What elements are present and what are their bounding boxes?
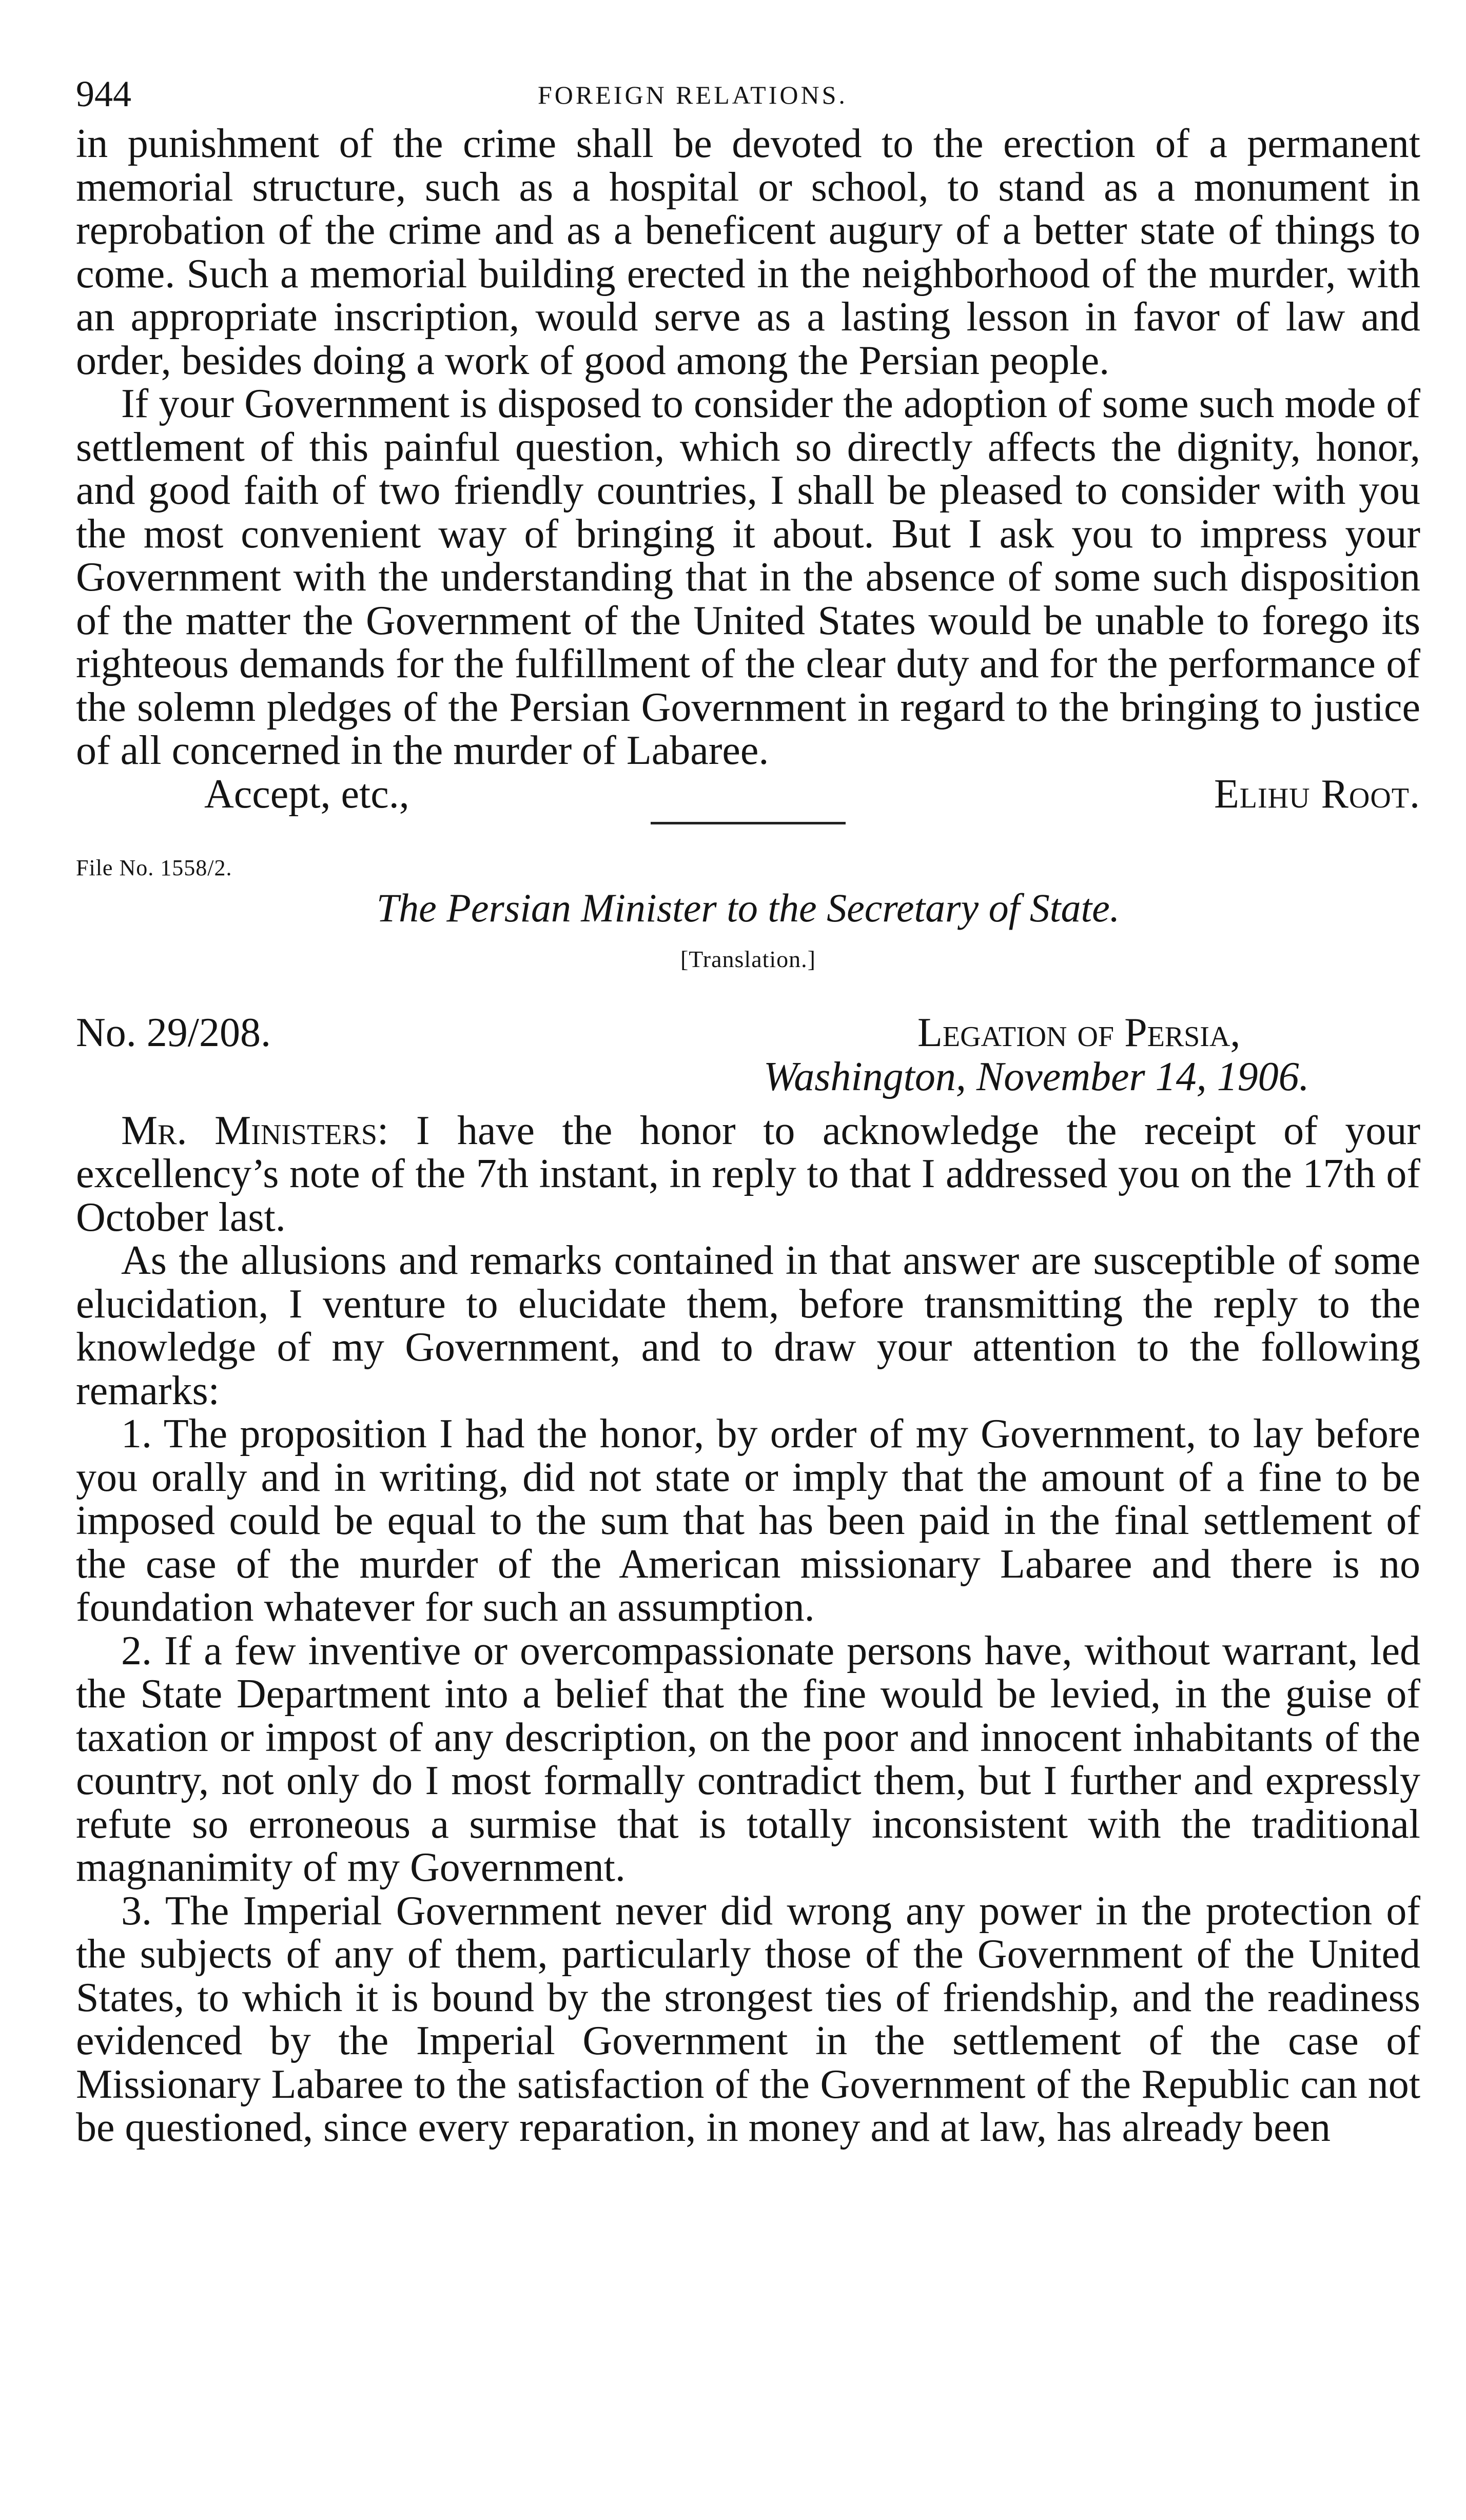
paragraph-opening	[76, 1109, 1420, 1239]
paragraph-settlement: If your Government is disposed to consider the adoption of some such mode of settlement of this painful question, which so directly affects the dignity, honor, and good faith of two friendly countries, I shall be pleased to consider with you the most convenient way of bringing it about. But I ask you to impress your Government with the understanding that in the absence of some such disposition of the matter the Government of the United States would be unable to forego its righteous demands for the fulfillment of the clear duty and for the performance of the solemn pledges of the Persian Government in regard to the bringing to justice of all concerned in the murder of Labaree.	[76, 381, 1420, 773]
closing-row	[76, 773, 1420, 822]
closing: Accept, etc.,	[204, 771, 409, 817]
paragraph-point-1: 1. The proposition I had the honor, by order of my Government, to lay before you orally and in writing, did not state or imply that the amount of a fine to be imposed could be equal to the sum that has been paid in the final settlement of the case of the murder of the American missionary Labaree and there is no foundation whatever for such an assumption.	[76, 1411, 1420, 1630]
running-head	[76, 66, 1420, 122]
signature: Elihu Root.	[1214, 771, 1420, 817]
opening-text: I have the honor to acknowledge the receipt of your excellency’s note of the 7th instant, in reply to that I addressed you on the 17th of October last.	[76, 1108, 1421, 1240]
paragraph-continued: in punishment of the crime shall be devoted to the erection of a permanent memorial structure, such as a hospital or school, to stand as a monument in reprobation of the crime and as a beneficent augury of a better state of things to come. Such a memorial building erected in the neighborhood of the murder, with an appropriate inscription, would serve as a lasting lesson in favor of law and order, besides doing a work of good among the Persian people.	[76, 121, 1420, 383]
letter-heading: The Persian Minister to the Secretary of State.	[376, 885, 1120, 930]
paragraph-point-2: 2. If a few inventive or overcompassionate persons have, without warrant, led the State Department into a belief that the fine would be levied, in the guise of taxation or impost of any description, on the poor and innocent inhabitants of the country, not only do I most formally contradict them, but I further and expressly refute so erroneous a surmise that is totally inconsistent with the traditional magnanimity of my Government.	[76, 1628, 1420, 1890]
running-title: FOREIGN RELATIONS.	[538, 81, 848, 109]
file-number: File No. 1558/2.	[76, 855, 232, 880]
dateline	[76, 1003, 1420, 1099]
translation-note: [Translation.]	[680, 946, 816, 972]
page-number: 944	[76, 73, 131, 114]
document-number: No. 29/208.	[76, 1010, 271, 1055]
salutation: Mr. Ministers:	[121, 1108, 389, 1153]
paragraph-point-3: 3. The Imperial Government never did wrong any power in the protection of the subjects of any of them, particularly those of the Government of the United States, to which it is bound by the strongest ties of friendship, and the readiness evidenced by the Imperial Government in the settlement of the case of Missionary Labaree to the satisfaction of the Government of the Republic can not be questioned, since every reparation, in money and at law, has already been	[76, 1888, 1420, 2150]
letter-body	[76, 1109, 1420, 2150]
sender: Legation of Persia,	[917, 1010, 1241, 1055]
place-date: Washington, November 14, 1906.	[764, 1054, 1309, 1099]
document-page	[76, 66, 1420, 2150]
section-divider	[651, 822, 846, 824]
paragraph-elucidation: As the allusions and remarks contained in that answer are susceptible of some elucidation, I venture to elucidate them, before transmitting the reply to the knowledge of my Government, and to draw your attention to the following remarks:	[76, 1238, 1420, 1413]
